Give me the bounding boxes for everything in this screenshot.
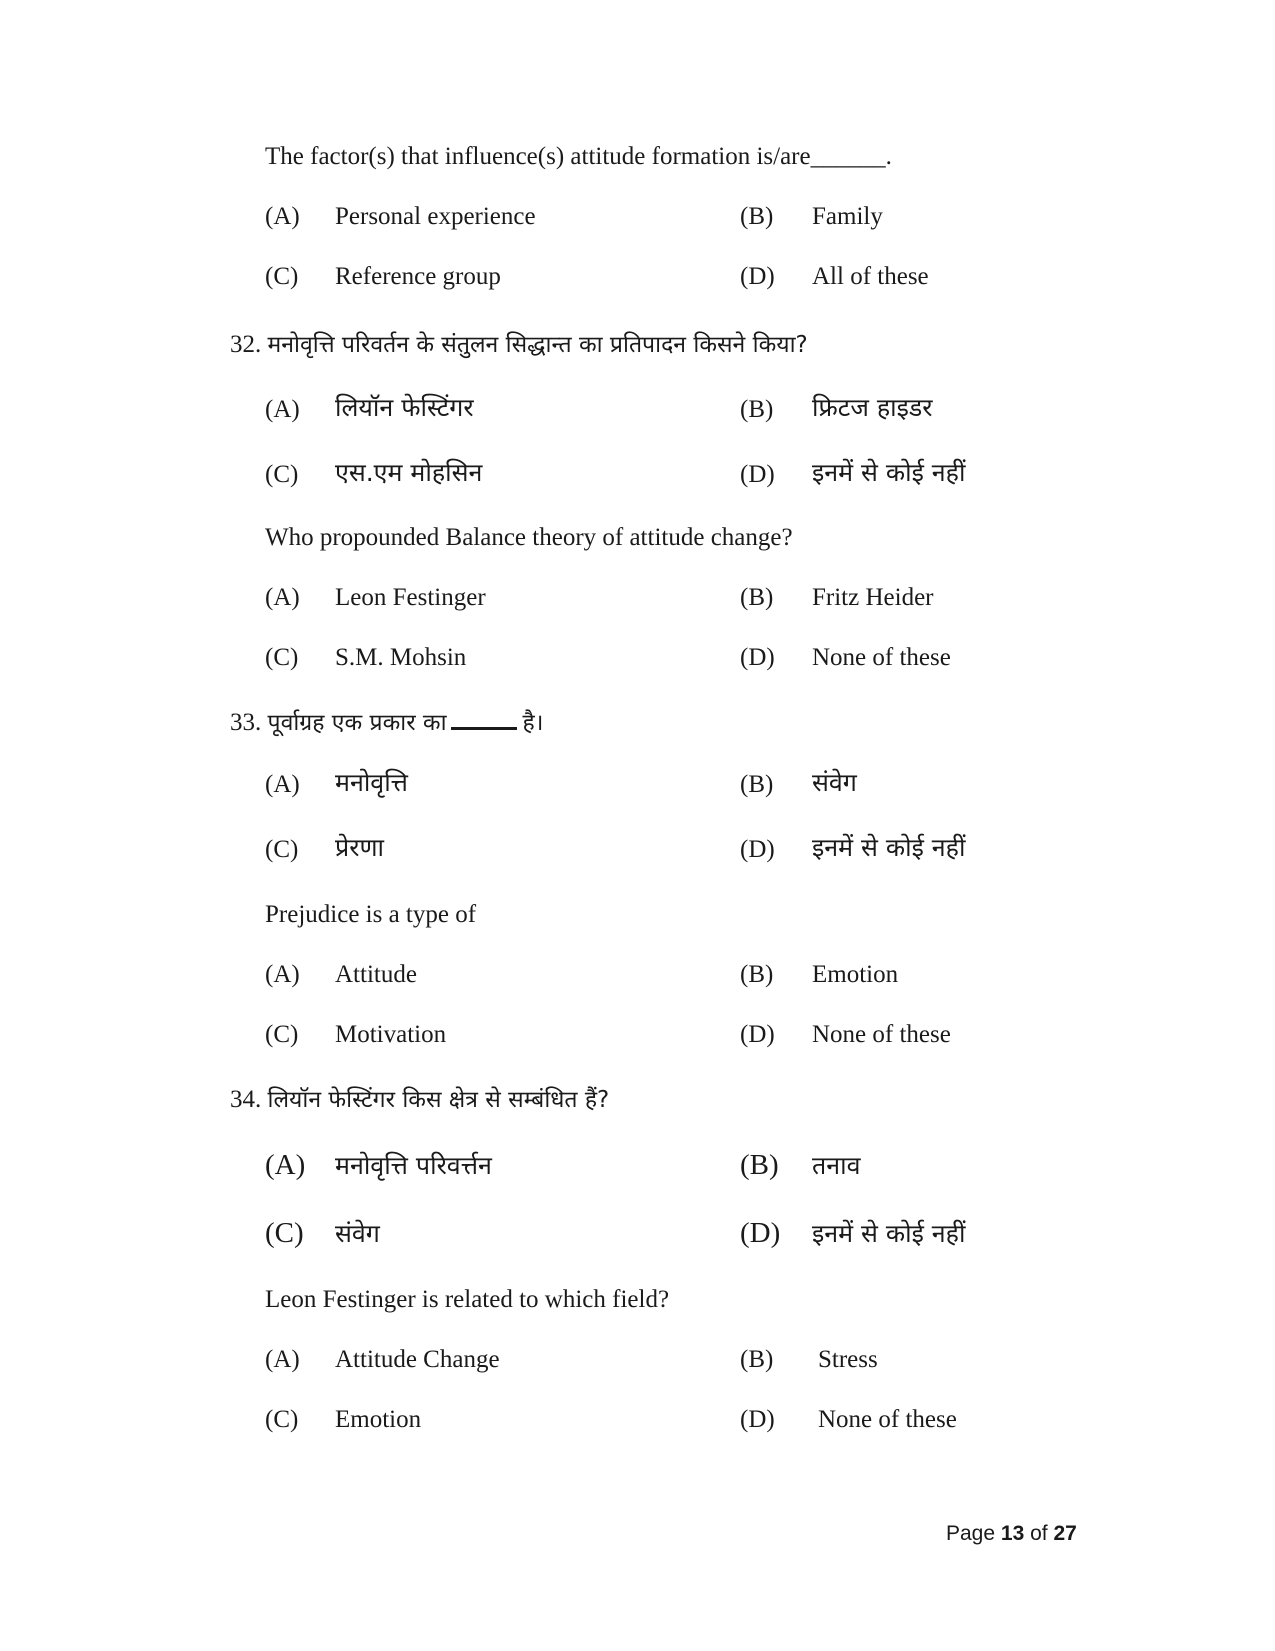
option-label: (D) bbox=[740, 461, 775, 488]
option-label: (A) bbox=[265, 203, 300, 230]
option-label: (C) bbox=[265, 263, 299, 290]
option-label: (A) bbox=[265, 961, 300, 988]
option-label: (C) bbox=[265, 1406, 299, 1433]
option-text: None of these bbox=[818, 1406, 957, 1433]
option-label: (B) bbox=[740, 1149, 779, 1181]
option-text: संवेग bbox=[812, 768, 857, 797]
option-label: (C) bbox=[265, 644, 299, 671]
option-text: तनाव bbox=[812, 1151, 861, 1180]
option-text: Emotion bbox=[335, 1406, 422, 1433]
option-text: Attitude Change bbox=[335, 1346, 500, 1373]
question-number: 33. bbox=[230, 709, 262, 736]
question-text: लियॉन फेस्टिंगर किस क्षेत्र से सम्बंधित हैं? bbox=[267, 1087, 610, 1113]
question-number: 32. bbox=[230, 331, 262, 358]
option-label: (B) bbox=[740, 203, 774, 230]
option-label: (B) bbox=[740, 1346, 774, 1373]
option-label: (D) bbox=[740, 644, 775, 671]
option-label: (C) bbox=[265, 1217, 304, 1249]
question-33-english: Prejudice is a type of bbox=[265, 901, 477, 928]
option-text: Attitude bbox=[335, 961, 417, 988]
question-text: पूर्वाग्रह एक प्रकार का bbox=[267, 710, 447, 736]
option-label: (B) bbox=[740, 396, 774, 423]
question-32-english: Who propounded Balance theory of attitude change? bbox=[265, 524, 793, 551]
question-text-end: है। bbox=[522, 710, 544, 736]
option-label: (A) bbox=[265, 771, 300, 798]
question-34-english: Leon Festinger is related to which field? bbox=[265, 1286, 670, 1313]
option-text: फ्रिटज हाइडर bbox=[812, 393, 933, 422]
option-label: (D) bbox=[740, 263, 775, 290]
option-text: Reference group bbox=[335, 263, 501, 290]
option-text: Personal experience bbox=[335, 203, 536, 230]
option-text: संवेग bbox=[335, 1219, 380, 1248]
option-label: (C) bbox=[265, 461, 299, 488]
option-label: (D) bbox=[740, 1217, 781, 1249]
option-label: (C) bbox=[265, 836, 299, 863]
question-32-hindi bbox=[230, 330, 808, 360]
option-text: S.M. Mohsin bbox=[335, 644, 467, 671]
option-text: Leon Festinger bbox=[335, 584, 486, 611]
question-number: 34. bbox=[230, 1086, 262, 1113]
option-text: All of these bbox=[812, 263, 929, 290]
option-text: Family bbox=[812, 203, 883, 230]
option-label: (B) bbox=[740, 584, 774, 611]
option-text: इनमें से कोई नहीं bbox=[812, 833, 966, 862]
question-34-hindi bbox=[230, 1085, 609, 1115]
option-text: प्रेरणा bbox=[335, 833, 385, 862]
option-label: (D) bbox=[740, 1021, 775, 1048]
page-number-footer bbox=[946, 1521, 1077, 1547]
question-text: मनोवृत्ति परिवर्तन के संतुलन सिद्धान्त का प्रतिपादन किसने किया? bbox=[267, 332, 808, 358]
option-text: मनोवृत्ति bbox=[335, 768, 408, 797]
option-label: (A) bbox=[265, 584, 300, 611]
total-pages: 27 bbox=[1053, 1522, 1077, 1545]
option-label: (B) bbox=[740, 771, 774, 798]
option-text: None of these bbox=[812, 644, 951, 671]
question-31-english: The factor(s) that influence(s) attitude formation is/are______. bbox=[265, 143, 892, 170]
of-word: of bbox=[1030, 1522, 1048, 1545]
option-label: (A) bbox=[265, 1149, 306, 1181]
option-text: Motivation bbox=[335, 1021, 447, 1048]
option-label: (A) bbox=[265, 1346, 300, 1373]
current-page: 13 bbox=[1000, 1522, 1025, 1545]
option-label: (B) bbox=[740, 961, 774, 988]
option-text: लियॉन फेस्टिंगर bbox=[335, 393, 474, 422]
option-label: (D) bbox=[740, 1406, 775, 1433]
option-text: इनमें से कोई नहीं bbox=[812, 1219, 966, 1248]
option-label: (A) bbox=[265, 396, 300, 423]
page-word: Page bbox=[946, 1522, 996, 1545]
question-33-hindi bbox=[230, 707, 543, 738]
option-label: (C) bbox=[265, 1021, 299, 1048]
option-text: Stress bbox=[818, 1346, 878, 1373]
option-text: Emotion bbox=[812, 961, 899, 988]
fill-blank bbox=[451, 707, 517, 730]
option-text: एस.एम मोहसिन bbox=[335, 458, 483, 487]
option-label: (D) bbox=[740, 836, 775, 863]
option-text: Fritz Heider bbox=[812, 584, 934, 611]
option-text: इनमें से कोई नहीं bbox=[812, 458, 966, 487]
option-text: None of these bbox=[812, 1021, 951, 1048]
option-text: मनोवृत्ति परिवर्त्तन bbox=[335, 1151, 492, 1180]
